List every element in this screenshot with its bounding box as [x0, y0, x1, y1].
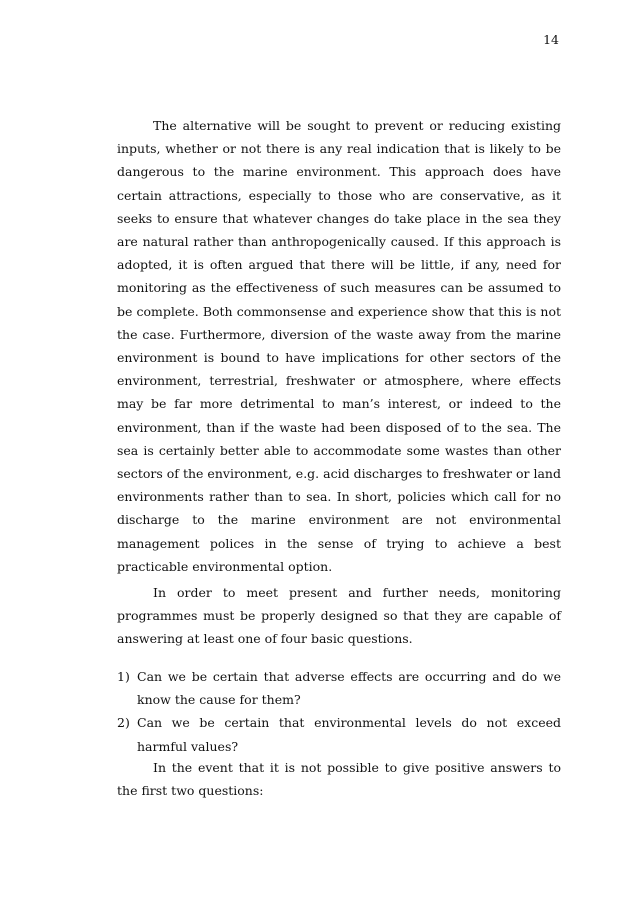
list-item-number: 1)	[117, 669, 130, 684]
paragraph-monitoring-programmes: In order to meet present and further needs, monitoring programmes must be properly designed so that they are capable of answering at least one of four basic questions.	[117, 585, 561, 647]
paragraph-event-not-possible: In the event that it is not possible to give positive answers to the first two questions:	[117, 760, 561, 799]
list-item-text: Can we be certain that environmental levels do not exceed harmful values?	[137, 715, 561, 754]
list-item	[117, 665, 561, 711]
list-item	[117, 711, 561, 757]
list-item-number: 2)	[117, 715, 130, 731]
list-item-text: Can we be certain that adverse effects are occurring and do we know the cause for them?	[137, 669, 561, 708]
paragraph-alternative-approach: The alternative will be sought to prevent or reducing existing inputs, whether or not there is any real indication that is likely to be dangerous to the marine environment. This approach does have certain attractions, especially to those who are conservative, as it seeks to ensure that whatever changes do take place in the sea they are natural rather than anthropogenically caused. If this approach is adopted, it is often argued that there will be little, if any, need for monitoring as the effectiveness of such measures can be assumed to be complete. Both commonsense and experience show that this is not the case. Furthermore, diversion of the waste away from the marine environment is bound to have implications for other sectors of the environment, terrestrial, freshwater or atmosphere, where effects may be far more detrimental to man’s interest, or indeed to the environment, than if the waste had been disposed of to the sea. The sea is certainly better able to accommodate some wastes than other sectors of the environment, e.g. acid discharges to freshwater or land environments rather than to sea. In short, policies which call for no discharge to the marine environment are not environmental management polices in the sense of trying to achieve a best practicable environmental option.	[117, 118, 561, 574]
basic-questions-list	[117, 665, 561, 758]
page-number: 14	[543, 32, 559, 47]
